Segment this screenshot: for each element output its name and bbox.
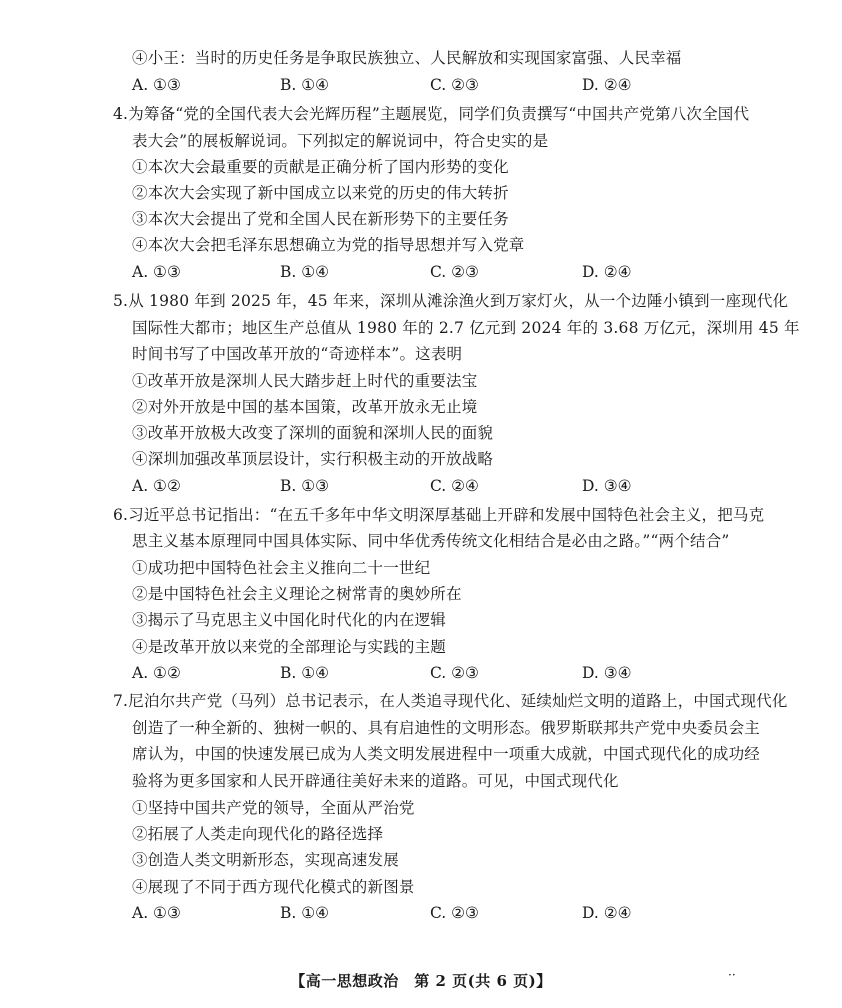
q5-stem-line-1: 5.从 1980 年到 2025 年，45 年来，深圳从滩涂渔火到万家灯火，从一个边陲小镇到一座现代化 (113, 292, 789, 310)
q7-option-a: A. ①③ (132, 904, 181, 922)
q4-options (132, 263, 652, 283)
q4-option-d: D. ②④ (582, 263, 632, 281)
q6-stem-line-2: 思主义基本原理同中国具体实际、同中华优秀传统文化相结合是必由之路。”“两个结合” (132, 532, 730, 550)
q7-option-d: D. ②④ (582, 904, 632, 922)
q7-option-b: B. ①④ (280, 904, 330, 922)
q5-option-a: A. ①② (132, 477, 181, 495)
q5-option-d: D. ③④ (582, 477, 632, 495)
q6-option-b: B. ①④ (280, 664, 330, 682)
q4-option-c: C. ②③ (430, 263, 479, 281)
q3-option-c: C. ②③ (430, 76, 479, 94)
q5-option-c: C. ②④ (430, 477, 479, 495)
q7-item-4: ④展现了不同于西方现代化模式的新图景 (132, 878, 415, 896)
q6-options (132, 664, 652, 684)
q7-stem-line-3: 席认为，中国的快速发展已成为人类文明发展进程中一项重大成就，中国式现代化的成功经 (132, 745, 761, 763)
q3-option-a: A. ①③ (132, 76, 181, 94)
q7-item-3: ③创造人类文明新形态，实现高速发展 (132, 851, 399, 869)
q6-item-4: ④是改革开放以来党的全部理论与实践的主题 (132, 638, 447, 656)
q6-item-3: ③揭示了马克思主义中国化时代化的内在逻辑 (132, 611, 447, 629)
q3-item-4: ④小王：当时的历史任务是争取民族独立、人民解放和实现国家富强、人民幸福 (132, 49, 682, 67)
q6-item-2: ②是中国特色社会主义理论之树常青的奥妙所在 (132, 585, 462, 603)
q6-option-d: D. ③④ (582, 664, 632, 682)
q5-item-1: ①改革开放是深圳人民大踏步赶上时代的重要法宝 (132, 372, 478, 390)
q7-option-c: C. ②③ (430, 904, 479, 922)
q7-options (132, 904, 652, 924)
q5-item-4: ④深圳加强改革顶层设计，实行积极主动的开放战略 (132, 450, 494, 468)
q4-item-4: ④本次大会把毛泽东思想确立为党的指导思想并写入党章 (132, 236, 525, 254)
q5-stem-line-3: 时间书写了中国改革开放的“奇迹样本”。这表明 (132, 345, 463, 363)
q5-options (132, 477, 652, 497)
q3-option-d: D. ②④ (582, 76, 632, 94)
q7-item-2: ②拓展了人类走向现代化的路径选择 (132, 825, 384, 843)
q3-option-b: B. ①④ (280, 76, 330, 94)
q4-option-b: B. ①④ (280, 263, 330, 281)
page-footer: 【高一思想政治 第 2 页(共 6 页)】 (290, 972, 552, 990)
q5-item-2: ②对外开放是中国的基本国策，改革开放永无止境 (132, 398, 478, 416)
q4-item-3: ③本次大会提出了党和全国人民在新形势下的主要任务 (132, 210, 509, 228)
q4-stem-line-1: 4.为筹备“党的全国代表大会光辉历程”主题展览，同学们负责撰写“中国共产党第八次全国代 (113, 105, 750, 123)
corner-mark: ·· (728, 968, 736, 982)
q4-option-a: A. ①③ (132, 263, 181, 281)
q4-item-2: ②本次大会实现了新中国成立以来党的历史的伟大转折 (132, 184, 509, 202)
q4-stem-line-2: 表大会”的展板解说词。下列拟定的解说词中，符合史实的是 (132, 132, 549, 150)
q5-option-b: B. ①③ (280, 477, 330, 495)
q7-item-1: ①坚持中国共产党的领导，全面从严治党 (132, 799, 415, 817)
q6-stem-line-1: 6.习近平总书记指出：“在五千多年中华文明深厚基础上开辟和发展中国特色社会主义，把马克 (113, 506, 765, 524)
q4-item-1: ①本次大会最重要的贡献是正确分析了国内形势的变化 (132, 158, 509, 176)
q7-stem-line-2: 创造了一种全新的、独树一帜的、具有启迪性的文明形态。俄罗斯联邦共产党中央委员会主 (132, 719, 761, 737)
q6-item-1: ①成功把中国特色社会主义推向二十一世纪 (132, 559, 431, 577)
q7-stem-line-1: 7.尼泊尔共产党（马列）总书记表示，在人类追寻现代化、延续灿烂文明的道路上，中国式现代化 (113, 692, 788, 710)
q3-options (132, 76, 652, 96)
q5-stem-line-2: 国际性大都市；地区生产总值从 1980 年的 2.7 亿元到 2024 年的 3.68 万亿元，深圳用 45 年 (132, 319, 800, 337)
q7-stem-line-4: 验将为更多国家和人民开辟通往美好未来的道路。可见，中国式现代化 (132, 772, 619, 790)
q5-item-3: ③改革开放极大改变了深圳的面貌和深圳人民的面貌 (132, 424, 494, 442)
q6-option-a: A. ①② (132, 664, 181, 682)
q6-option-c: C. ②③ (430, 664, 479, 682)
